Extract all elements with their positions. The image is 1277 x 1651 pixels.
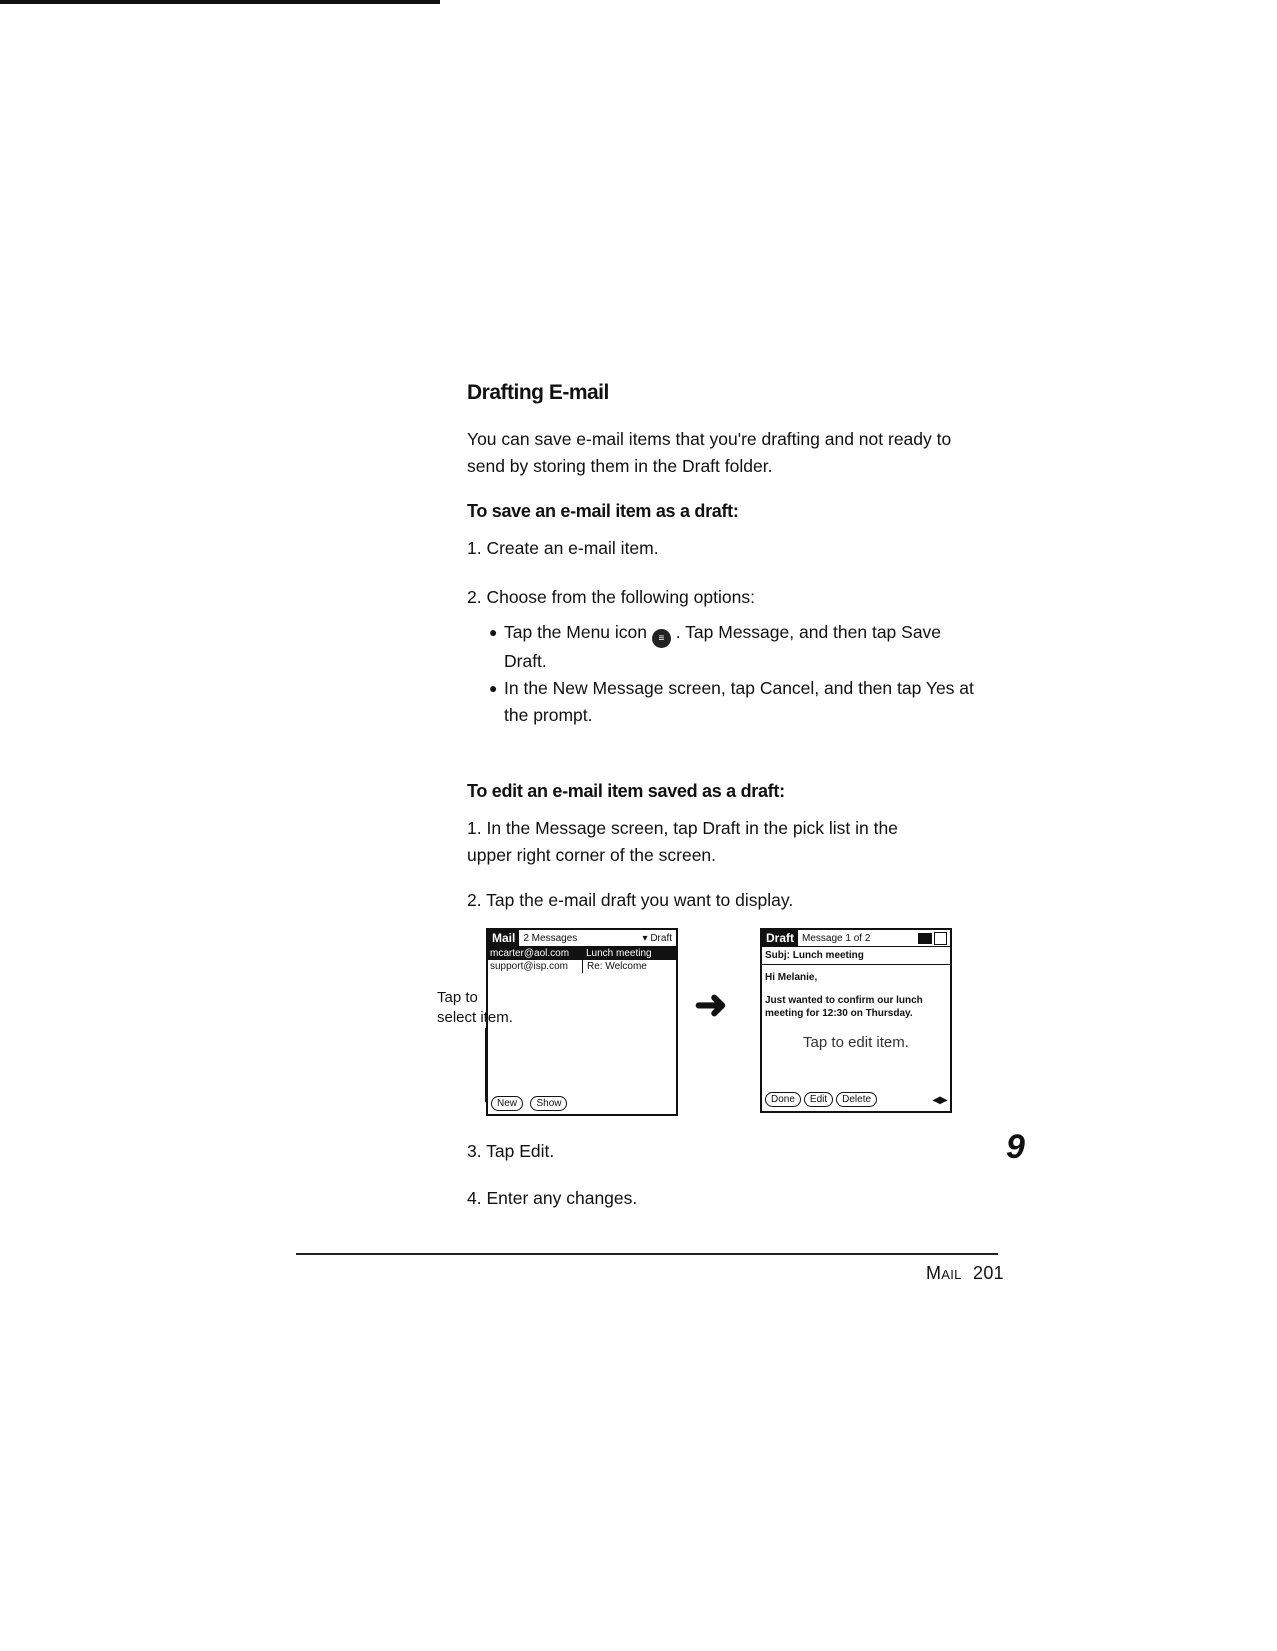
- draft-app-label: Draft: [762, 930, 798, 946]
- message-body: Just wanted to confirm our lunch meeting for 12:30 on Thursday.: [765, 995, 923, 1019]
- bullet-icon: ●: [489, 624, 498, 640]
- message-subject: Re: Welcome: [582, 960, 647, 973]
- message-count: 2 Messages: [523, 932, 578, 944]
- message-row[interactable]: [488, 960, 676, 973]
- edit-step-3: 3. Tap Edit.: [467, 1141, 555, 1161]
- edit-step-2: 2. Tap the e-mail draft you want to display.: [467, 890, 794, 910]
- top-edge-rule: [0, 0, 440, 4]
- new-button[interactable]: New: [491, 1096, 523, 1111]
- arrow-right-icon: ➜: [694, 983, 728, 1027]
- message-subject: Lunch meeting: [586, 948, 652, 959]
- tap-to-edit-hint[interactable]: Tap to edit item.: [803, 1034, 909, 1051]
- message-counter: Message 1 of 2: [802, 932, 871, 944]
- save-option-menu: [489, 619, 984, 675]
- menu-icon: ≡: [652, 629, 671, 648]
- save-option-menu-text-a: Tap the Menu icon: [504, 622, 648, 642]
- save-option-menu-text-b: . Tap Message, and then tap Save Draft.: [504, 622, 942, 671]
- footer-rule: [296, 1253, 998, 1255]
- save-option-cancel: [489, 675, 984, 729]
- edit-section-heading: To edit an e-mail item saved as a draft:: [467, 781, 785, 801]
- font-icon[interactable]: [934, 932, 947, 945]
- message-row[interactable]: [488, 947, 676, 960]
- scroll-arrows-icon[interactable]: ◂▸: [932, 1091, 947, 1107]
- callout-line: [485, 1028, 487, 1102]
- edit-button[interactable]: Edit: [804, 1092, 833, 1107]
- save-step-1: 1. Create an e-mail item.: [467, 538, 659, 558]
- mail-app-label: Mail: [488, 930, 519, 946]
- page-footer: [926, 1263, 1004, 1284]
- footer-section: Mail: [926, 1263, 962, 1283]
- show-button[interactable]: Show: [530, 1096, 567, 1111]
- edit-step-1: 1. In the Message screen, tap Draft in the pick list in the upper right corner of the screen.: [467, 818, 898, 865]
- edit-step-4: 4. Enter any changes.: [467, 1188, 638, 1208]
- save-section-heading: To save an e-mail item as a draft:: [467, 501, 739, 521]
- message-subject: Subj: Lunch meeting: [762, 947, 950, 965]
- page-number: 201: [973, 1263, 1004, 1283]
- page-title: Drafting E-mail: [467, 381, 609, 404]
- save-step-2: 2. Choose from the following options:: [467, 587, 755, 607]
- scroll-icon: [918, 933, 932, 944]
- delete-button[interactable]: Delete: [836, 1092, 877, 1107]
- folder-picklist[interactable]: ▾ Draft: [642, 932, 672, 944]
- message-sender: mcarter@aol.com: [490, 948, 570, 959]
- draft-message-screen: [760, 928, 952, 1113]
- bullet-icon: ●: [489, 680, 498, 696]
- message-sender: support@isp.com: [490, 961, 568, 972]
- tap-to-select-callout: Tap to select item.: [437, 989, 513, 1026]
- save-option-cancel-text: In the New Message screen, tap Cancel, and then tap Yes at the prompt.: [504, 678, 974, 725]
- done-button[interactable]: Done: [765, 1092, 801, 1107]
- message-greeting: Hi Melanie,: [765, 972, 818, 983]
- intro-paragraph: You can save e-mail items that you're drafting and not ready to send by storing them in the Draft folder.: [467, 429, 952, 476]
- chapter-number: 9: [1006, 1128, 1025, 1166]
